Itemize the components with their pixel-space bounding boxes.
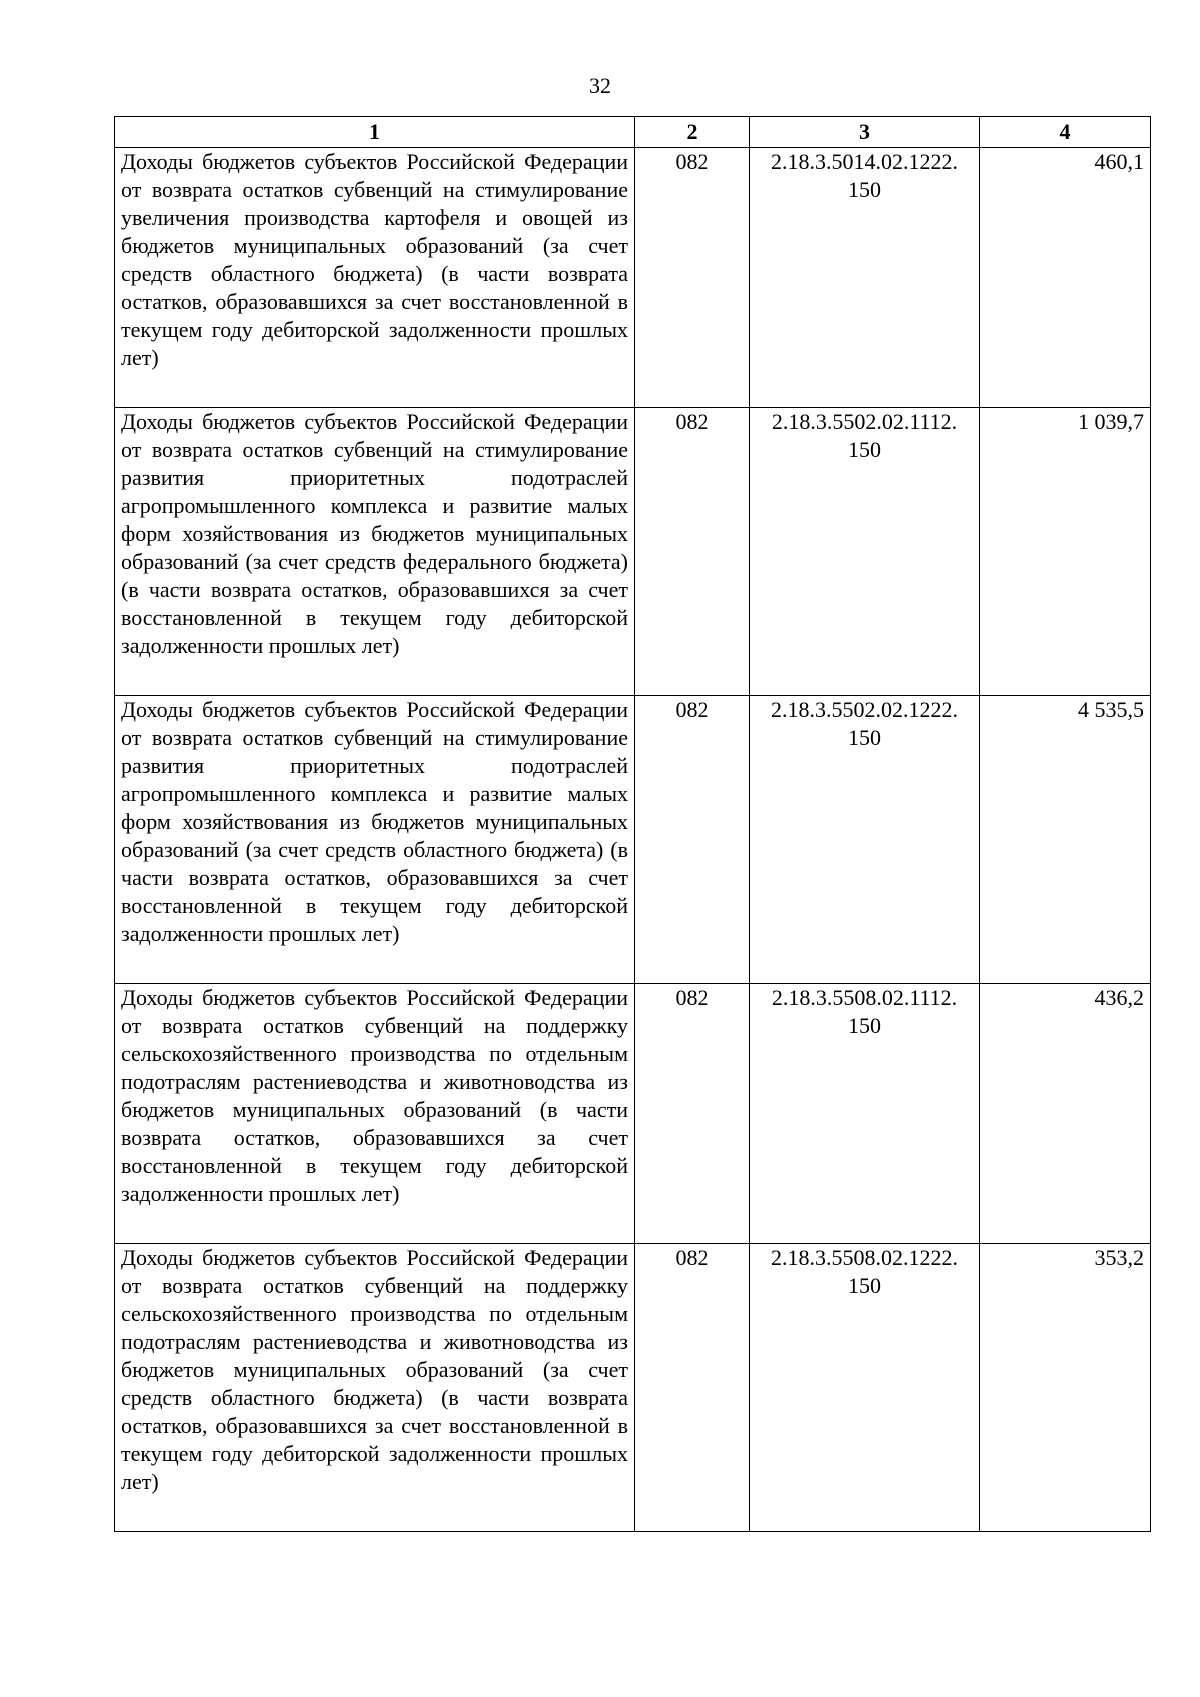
row-classification-code — [750, 696, 980, 984]
row-description: Доходы бюджетов субъектов Российской Федерации от возврата остатков субвенций на стимулирование увеличения производства картофеля и овощей из бюджетов муниципальных образований (за счет средств областного бюджета) (в части возврата остатков, образовавшихся за счет восстановленной в текущем году дебиторской задолженности прошлых лет) — [115, 148, 635, 408]
row-admin-code: 082 — [635, 1244, 750, 1532]
row-amount: 460,1 — [980, 148, 1151, 408]
row-amount: 436,2 — [980, 984, 1151, 1244]
row-classification-code — [750, 148, 980, 408]
revenue-table — [114, 116, 1151, 1532]
table-header-row — [115, 117, 1151, 148]
code-line-1: 2.18.3.5502.02.1112. — [771, 409, 958, 434]
column-header-2: 2 — [635, 117, 750, 148]
row-description: Доходы бюджетов субъектов Российской Федерации от возврата остатков субвенций на стимулирование развития приоритетных подотраслей агропромышленного комплекса и развитие малых форм хозяйствования из бюджетов муниципальных образований (за счет средств областного бюджета) (в части возврата остатков, образовавшихся за счет восстановленной в текущем году дебиторской задолженности прошлых лет) — [115, 696, 635, 984]
table-row — [115, 408, 1151, 696]
table-row — [115, 984, 1151, 1244]
row-description: Доходы бюджетов субъектов Российской Федерации от возврата остатков субвенций на поддержку сельскохозяйственного производства по отдельным подотраслям растениеводства и животноводства из бюджетов муниципальных образований (за счет средств областного бюджета) (в части возврата остатков, образовавшихся за счет восстановленной в текущем году дебиторской задолженности прошлых лет) — [115, 1244, 635, 1532]
column-header-3: 3 — [750, 117, 980, 148]
row-admin-code: 082 — [635, 408, 750, 696]
column-header-1: 1 — [115, 117, 635, 148]
code-line-2: 150 — [848, 437, 881, 462]
page-number: 32 — [589, 73, 611, 98]
row-admin-code: 082 — [635, 696, 750, 984]
row-description: Доходы бюджетов субъектов Российской Федерации от возврата остатков субвенций на поддержку сельскохозяйственного производства по отдельным подотраслям растениеводства и животноводства из бюджетов муниципальных образований (в части возврата остатков, образовавшихся за счет восстановленной в текущем году дебиторской задолженности прошлых лет) — [115, 984, 635, 1244]
table-row — [115, 696, 1151, 984]
code-line-1: 2.18.3.5508.02.1112. — [771, 985, 958, 1010]
row-admin-code: 082 — [635, 984, 750, 1244]
code-line-2: 150 — [848, 1013, 881, 1038]
table-row — [115, 148, 1151, 408]
row-description: Доходы бюджетов субъектов Российской Федерации от возврата остатков субвенций на стимулирование развития приоритетных подотраслей агропромышленного комплекса и развитие малых форм хозяйствования из бюджетов муниципальных образований (за счет средств федерального бюджета) (в части возврата остатков, образовавшихся за счет восстановленной в текущем году дебиторской задолженности прошлых лет) — [115, 408, 635, 696]
row-classification-code — [750, 984, 980, 1244]
row-amount: 353,2 — [980, 1244, 1151, 1532]
code-line-2: 150 — [848, 177, 881, 202]
code-line-1: 2.18.3.5014.02.1222. — [771, 149, 958, 174]
table-row — [115, 1244, 1151, 1532]
code-line-1: 2.18.3.5502.02.1222. — [771, 697, 958, 722]
row-admin-code: 082 — [635, 148, 750, 408]
code-line-2: 150 — [848, 725, 881, 750]
row-classification-code — [750, 1244, 980, 1532]
row-classification-code — [750, 408, 980, 696]
row-amount: 4 535,5 — [980, 696, 1151, 984]
code-line-2: 150 — [848, 1273, 881, 1298]
code-line-1: 2.18.3.5508.02.1222. — [771, 1245, 958, 1270]
column-header-4: 4 — [980, 117, 1151, 148]
row-amount: 1 039,7 — [980, 408, 1151, 696]
